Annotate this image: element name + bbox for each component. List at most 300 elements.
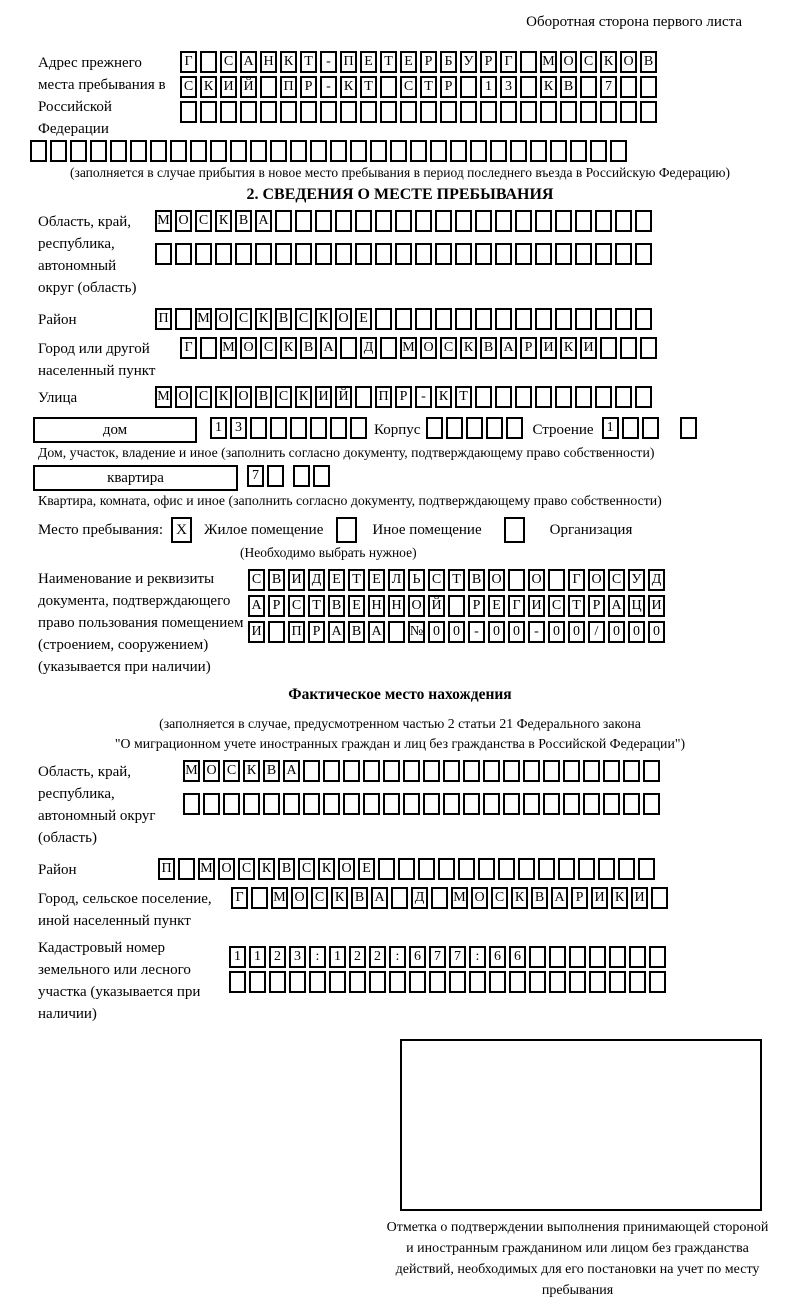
char-cell[interactable]: И xyxy=(648,595,665,617)
char-cell[interactable] xyxy=(390,140,407,162)
char-cell[interactable] xyxy=(395,210,412,232)
char-cell[interactable] xyxy=(435,308,452,330)
char-cell[interactable]: С xyxy=(400,76,417,98)
char-cell[interactable] xyxy=(215,243,232,265)
char-cell[interactable]: О xyxy=(235,386,252,408)
char-cell[interactable] xyxy=(175,243,192,265)
char-cell[interactable] xyxy=(350,140,367,162)
char-cell[interactable]: А xyxy=(371,887,388,909)
char-cell[interactable] xyxy=(509,971,526,993)
char-cell[interactable] xyxy=(438,858,455,880)
char-cell[interactable]: И xyxy=(591,887,608,909)
char-cell[interactable]: А xyxy=(551,887,568,909)
char-cell[interactable] xyxy=(243,793,260,815)
char-cell[interactable]: В xyxy=(560,76,577,98)
char-cell[interactable]: К xyxy=(340,76,357,98)
char-cell[interactable] xyxy=(395,243,412,265)
char-cell[interactable] xyxy=(380,101,397,123)
char-cell[interactable]: 1 xyxy=(480,76,497,98)
char-cell[interactable] xyxy=(380,76,397,98)
char-cell[interactable] xyxy=(640,101,657,123)
char-cell[interactable]: Р xyxy=(480,51,497,73)
char-cell[interactable]: 7 xyxy=(600,76,617,98)
char-cell[interactable] xyxy=(289,971,306,993)
char-cell[interactable]: С xyxy=(298,858,315,880)
char-cell[interactable]: Е xyxy=(360,51,377,73)
char-cell[interactable] xyxy=(270,417,287,439)
char-cell[interactable] xyxy=(335,210,352,232)
char-cell[interactable]: В xyxy=(640,51,657,73)
char-cell[interactable] xyxy=(375,243,392,265)
char-cell[interactable] xyxy=(518,858,535,880)
char-cell[interactable]: С xyxy=(608,569,625,591)
char-cell[interactable]: И xyxy=(580,337,597,359)
char-cell[interactable]: 0 xyxy=(628,621,645,643)
char-cell[interactable]: Т xyxy=(568,595,585,617)
char-cell[interactable] xyxy=(383,760,400,782)
char-cell[interactable]: В xyxy=(531,887,548,909)
char-cell[interactable]: Д xyxy=(360,337,377,359)
char-cell[interactable] xyxy=(180,101,197,123)
char-cell[interactable] xyxy=(235,243,252,265)
char-cell[interactable]: О xyxy=(588,569,605,591)
char-cell[interactable] xyxy=(330,417,347,439)
char-cell[interactable] xyxy=(622,417,639,439)
char-cell[interactable] xyxy=(560,101,577,123)
char-cell[interactable]: Г xyxy=(180,51,197,73)
char-cell[interactable] xyxy=(200,51,217,73)
char-cell[interactable] xyxy=(409,971,426,993)
char-cell[interactable]: / xyxy=(588,621,605,643)
char-cell[interactable]: М xyxy=(198,858,215,880)
char-cell[interactable] xyxy=(460,76,477,98)
char-cell[interactable] xyxy=(503,793,520,815)
char-cell[interactable] xyxy=(415,210,432,232)
char-cell[interactable] xyxy=(578,858,595,880)
char-cell[interactable]: М xyxy=(271,887,288,909)
char-cell[interactable] xyxy=(635,243,652,265)
char-cell[interactable]: А xyxy=(240,51,257,73)
char-cell[interactable] xyxy=(303,793,320,815)
char-cell[interactable] xyxy=(535,308,552,330)
char-cell[interactable]: К xyxy=(280,51,297,73)
char-cell[interactable] xyxy=(110,140,127,162)
char-cell[interactable] xyxy=(495,210,512,232)
char-cell[interactable] xyxy=(463,793,480,815)
char-cell[interactable] xyxy=(643,793,660,815)
char-cell[interactable]: Т xyxy=(380,51,397,73)
char-cell[interactable] xyxy=(483,760,500,782)
char-cell[interactable] xyxy=(629,971,646,993)
char-cell[interactable] xyxy=(355,243,372,265)
char-cell[interactable]: А xyxy=(283,760,300,782)
stay-type-checkbox-residential[interactable]: X xyxy=(171,517,192,543)
char-cell[interactable] xyxy=(260,101,277,123)
char-cell[interactable] xyxy=(590,140,607,162)
char-cell[interactable] xyxy=(293,465,310,487)
char-cell[interactable] xyxy=(240,101,257,123)
char-cell[interactable] xyxy=(403,760,420,782)
char-cell[interactable] xyxy=(420,101,437,123)
char-cell[interactable]: В xyxy=(348,621,365,643)
char-cell[interactable]: К xyxy=(243,760,260,782)
char-cell[interactable]: С xyxy=(311,887,328,909)
char-cell[interactable] xyxy=(620,76,637,98)
char-cell[interactable] xyxy=(260,76,277,98)
char-cell[interactable]: У xyxy=(628,569,645,591)
char-cell[interactable] xyxy=(520,76,537,98)
char-cell[interactable] xyxy=(495,308,512,330)
char-cell[interactable]: И xyxy=(528,595,545,617)
char-cell[interactable] xyxy=(315,243,332,265)
char-cell[interactable]: К xyxy=(215,210,232,232)
char-cell[interactable]: С xyxy=(195,386,212,408)
char-cell[interactable] xyxy=(475,243,492,265)
char-cell[interactable]: Е xyxy=(488,595,505,617)
char-cell[interactable] xyxy=(609,971,626,993)
char-cell[interactable] xyxy=(589,971,606,993)
char-cell[interactable]: 0 xyxy=(448,621,465,643)
char-cell[interactable] xyxy=(263,793,280,815)
char-cell[interactable] xyxy=(503,760,520,782)
char-cell[interactable]: Т xyxy=(308,595,325,617)
char-cell[interactable] xyxy=(555,243,572,265)
char-cell[interactable] xyxy=(455,308,472,330)
char-cell[interactable] xyxy=(635,308,652,330)
char-cell[interactable] xyxy=(603,793,620,815)
char-cell[interactable]: В xyxy=(263,760,280,782)
char-cell[interactable] xyxy=(535,210,552,232)
char-cell[interactable] xyxy=(649,971,666,993)
char-cell[interactable]: О xyxy=(218,858,235,880)
char-cell[interactable] xyxy=(275,210,292,232)
char-cell[interactable]: : xyxy=(469,946,486,968)
char-cell[interactable] xyxy=(515,210,532,232)
char-cell[interactable] xyxy=(549,946,566,968)
char-cell[interactable]: Т xyxy=(360,76,377,98)
char-cell[interactable] xyxy=(598,858,615,880)
char-cell[interactable]: Й xyxy=(240,76,257,98)
char-cell[interactable]: - xyxy=(320,51,337,73)
char-cell[interactable] xyxy=(520,51,537,73)
char-cell[interactable] xyxy=(310,140,327,162)
char-cell[interactable] xyxy=(515,243,532,265)
char-cell[interactable]: А xyxy=(255,210,272,232)
char-cell[interactable] xyxy=(575,210,592,232)
char-cell[interactable] xyxy=(500,101,517,123)
char-cell[interactable] xyxy=(350,417,367,439)
char-cell[interactable]: М xyxy=(183,760,200,782)
char-cell[interactable]: 0 xyxy=(568,621,585,643)
char-cell[interactable]: С xyxy=(238,858,255,880)
char-cell[interactable]: Л xyxy=(388,569,405,591)
char-cell[interactable]: П xyxy=(155,308,172,330)
char-cell[interactable] xyxy=(548,569,565,591)
char-cell[interactable] xyxy=(275,243,292,265)
char-cell[interactable] xyxy=(495,243,512,265)
char-cell[interactable] xyxy=(478,858,495,880)
char-cell[interactable] xyxy=(415,243,432,265)
char-cell[interactable] xyxy=(620,101,637,123)
char-cell[interactable]: Е xyxy=(400,51,417,73)
char-cell[interactable] xyxy=(563,760,580,782)
char-cell[interactable] xyxy=(643,760,660,782)
char-cell[interactable]: П xyxy=(288,621,305,643)
char-cell[interactable] xyxy=(200,337,217,359)
char-cell[interactable] xyxy=(470,140,487,162)
char-cell[interactable]: 7 xyxy=(449,946,466,968)
char-cell[interactable]: Р xyxy=(300,76,317,98)
char-cell[interactable]: Т xyxy=(448,569,465,591)
char-cell[interactable]: 3 xyxy=(230,417,247,439)
char-cell[interactable] xyxy=(418,858,435,880)
char-cell[interactable]: Е xyxy=(328,569,345,591)
char-cell[interactable] xyxy=(583,793,600,815)
char-cell[interactable] xyxy=(150,140,167,162)
char-cell[interactable]: В xyxy=(300,337,317,359)
char-cell[interactable] xyxy=(580,101,597,123)
char-cell[interactable]: К xyxy=(600,51,617,73)
char-cell[interactable] xyxy=(615,308,632,330)
char-cell[interactable]: А xyxy=(328,621,345,643)
char-cell[interactable] xyxy=(363,793,380,815)
char-cell[interactable] xyxy=(449,971,466,993)
char-cell[interactable]: Р xyxy=(308,621,325,643)
char-cell[interactable] xyxy=(450,140,467,162)
char-cell[interactable] xyxy=(570,140,587,162)
char-cell[interactable] xyxy=(640,337,657,359)
char-cell[interactable] xyxy=(651,887,668,909)
char-cell[interactable] xyxy=(515,386,532,408)
char-cell[interactable] xyxy=(448,595,465,617)
char-cell[interactable]: Р xyxy=(395,386,412,408)
char-cell[interactable]: Т xyxy=(300,51,317,73)
char-cell[interactable] xyxy=(268,621,285,643)
char-cell[interactable] xyxy=(575,308,592,330)
char-cell[interactable] xyxy=(620,337,637,359)
char-cell[interactable] xyxy=(455,243,472,265)
char-cell[interactable] xyxy=(506,417,523,439)
char-cell[interactable] xyxy=(440,101,457,123)
char-cell[interactable]: Н xyxy=(260,51,277,73)
char-cell[interactable]: П xyxy=(340,51,357,73)
char-cell[interactable] xyxy=(550,140,567,162)
char-cell[interactable] xyxy=(335,243,352,265)
char-cell[interactable] xyxy=(615,386,632,408)
char-cell[interactable] xyxy=(400,101,417,123)
char-cell[interactable] xyxy=(431,887,448,909)
char-cell[interactable] xyxy=(638,858,655,880)
char-cell[interactable]: А xyxy=(368,621,385,643)
char-cell[interactable]: М xyxy=(155,210,172,232)
char-cell[interactable] xyxy=(583,760,600,782)
char-cell[interactable] xyxy=(90,140,107,162)
char-cell[interactable] xyxy=(515,308,532,330)
char-cell[interactable] xyxy=(250,417,267,439)
char-cell[interactable]: С xyxy=(223,760,240,782)
char-cell[interactable]: Д xyxy=(648,569,665,591)
char-cell[interactable]: 3 xyxy=(500,76,517,98)
char-cell[interactable]: 7 xyxy=(429,946,446,968)
char-cell[interactable] xyxy=(435,243,452,265)
char-cell[interactable] xyxy=(595,210,612,232)
char-cell[interactable] xyxy=(623,793,640,815)
char-cell[interactable] xyxy=(155,243,172,265)
char-cell[interactable] xyxy=(355,210,372,232)
char-cell[interactable]: В xyxy=(328,595,345,617)
char-cell[interactable]: М xyxy=(400,337,417,359)
char-cell[interactable] xyxy=(423,760,440,782)
char-cell[interactable] xyxy=(446,417,463,439)
char-cell[interactable]: Г xyxy=(500,51,517,73)
char-cell[interactable] xyxy=(349,971,366,993)
char-cell[interactable] xyxy=(200,101,217,123)
char-cell[interactable] xyxy=(355,386,372,408)
char-cell[interactable] xyxy=(609,946,626,968)
char-cell[interactable] xyxy=(508,569,525,591)
char-cell[interactable]: В xyxy=(351,887,368,909)
char-cell[interactable]: К xyxy=(435,386,452,408)
char-cell[interactable] xyxy=(423,793,440,815)
char-cell[interactable] xyxy=(30,140,47,162)
char-cell[interactable]: И xyxy=(540,337,557,359)
char-cell[interactable]: 2 xyxy=(369,946,386,968)
char-cell[interactable] xyxy=(223,793,240,815)
char-cell[interactable] xyxy=(435,210,452,232)
char-cell[interactable] xyxy=(649,946,666,968)
char-cell[interactable] xyxy=(595,386,612,408)
char-cell[interactable]: О xyxy=(620,51,637,73)
char-cell[interactable]: Р xyxy=(468,595,485,617)
char-cell[interactable] xyxy=(466,417,483,439)
char-cell[interactable] xyxy=(538,858,555,880)
char-cell[interactable] xyxy=(623,760,640,782)
char-cell[interactable] xyxy=(495,386,512,408)
char-cell[interactable]: : xyxy=(389,946,406,968)
char-cell[interactable]: С xyxy=(195,210,212,232)
char-cell[interactable]: - xyxy=(320,76,337,98)
char-cell[interactable]: Е xyxy=(358,858,375,880)
char-cell[interactable] xyxy=(483,793,500,815)
char-cell[interactable] xyxy=(310,417,327,439)
char-cell[interactable] xyxy=(343,793,360,815)
char-cell[interactable] xyxy=(395,308,412,330)
char-cell[interactable] xyxy=(543,793,560,815)
char-cell[interactable] xyxy=(555,386,572,408)
char-cell[interactable]: С xyxy=(260,337,277,359)
char-cell[interactable] xyxy=(463,760,480,782)
char-cell[interactable]: 2 xyxy=(269,946,286,968)
char-cell[interactable]: О xyxy=(291,887,308,909)
char-cell[interactable]: - xyxy=(528,621,545,643)
char-cell[interactable] xyxy=(469,971,486,993)
char-cell[interactable] xyxy=(229,971,246,993)
char-cell[interactable]: 1 xyxy=(602,417,619,439)
char-cell[interactable]: Н xyxy=(368,595,385,617)
char-cell[interactable] xyxy=(230,140,247,162)
char-cell[interactable] xyxy=(340,337,357,359)
char-cell[interactable] xyxy=(530,140,547,162)
char-cell[interactable] xyxy=(543,760,560,782)
char-cell[interactable]: В xyxy=(268,569,285,591)
char-cell[interactable]: М xyxy=(451,887,468,909)
char-cell[interactable] xyxy=(363,760,380,782)
char-cell[interactable]: К xyxy=(315,308,332,330)
char-cell[interactable] xyxy=(490,140,507,162)
char-cell[interactable] xyxy=(595,308,612,330)
char-cell[interactable] xyxy=(510,140,527,162)
char-cell[interactable] xyxy=(398,858,415,880)
char-cell[interactable] xyxy=(295,243,312,265)
char-cell[interactable] xyxy=(315,210,332,232)
char-cell[interactable]: - xyxy=(415,386,432,408)
char-cell[interactable] xyxy=(251,887,268,909)
char-cell[interactable] xyxy=(295,210,312,232)
char-cell[interactable]: О xyxy=(215,308,232,330)
char-cell[interactable]: И xyxy=(315,386,332,408)
stay-type-checkbox-other[interactable] xyxy=(336,517,357,543)
char-cell[interactable]: В xyxy=(235,210,252,232)
char-cell[interactable]: В xyxy=(480,337,497,359)
char-cell[interactable]: С xyxy=(548,595,565,617)
char-cell[interactable] xyxy=(535,386,552,408)
char-cell[interactable]: Б xyxy=(440,51,457,73)
char-cell[interactable] xyxy=(130,140,147,162)
char-cell[interactable]: 0 xyxy=(548,621,565,643)
char-cell[interactable] xyxy=(270,140,287,162)
char-cell[interactable]: А xyxy=(320,337,337,359)
char-cell[interactable]: К xyxy=(200,76,217,98)
char-cell[interactable] xyxy=(360,101,377,123)
char-cell[interactable]: Й xyxy=(335,386,352,408)
char-cell[interactable] xyxy=(391,887,408,909)
char-cell[interactable] xyxy=(175,308,192,330)
char-cell[interactable] xyxy=(329,971,346,993)
char-cell[interactable] xyxy=(443,793,460,815)
char-cell[interactable]: С xyxy=(275,386,292,408)
char-cell[interactable]: Г xyxy=(508,595,525,617)
char-cell[interactable]: 0 xyxy=(508,621,525,643)
char-cell[interactable]: : xyxy=(309,946,326,968)
char-cell[interactable]: А xyxy=(500,337,517,359)
char-cell[interactable]: Г xyxy=(231,887,248,909)
char-cell[interactable]: 6 xyxy=(409,946,426,968)
char-cell[interactable] xyxy=(458,858,475,880)
char-cell[interactable] xyxy=(313,465,330,487)
char-cell[interactable]: К xyxy=(318,858,335,880)
char-cell[interactable] xyxy=(569,971,586,993)
char-cell[interactable]: Р xyxy=(588,595,605,617)
char-cell[interactable] xyxy=(549,971,566,993)
char-cell[interactable]: К xyxy=(611,887,628,909)
char-cell[interactable]: 1 xyxy=(210,417,227,439)
char-cell[interactable]: Ц xyxy=(628,595,645,617)
char-cell[interactable]: К xyxy=(215,386,232,408)
char-cell[interactable]: К xyxy=(255,308,272,330)
char-cell[interactable] xyxy=(195,243,212,265)
char-cell[interactable]: М xyxy=(540,51,557,73)
char-cell[interactable]: К xyxy=(460,337,477,359)
char-cell[interactable]: К xyxy=(540,76,557,98)
char-cell[interactable] xyxy=(555,210,572,232)
char-cell[interactable] xyxy=(640,76,657,98)
char-cell[interactable]: 0 xyxy=(488,621,505,643)
char-cell[interactable] xyxy=(220,101,237,123)
char-cell[interactable]: Р xyxy=(520,337,537,359)
char-cell[interactable]: К xyxy=(511,887,528,909)
char-cell[interactable]: С xyxy=(491,887,508,909)
char-cell[interactable]: И xyxy=(220,76,237,98)
